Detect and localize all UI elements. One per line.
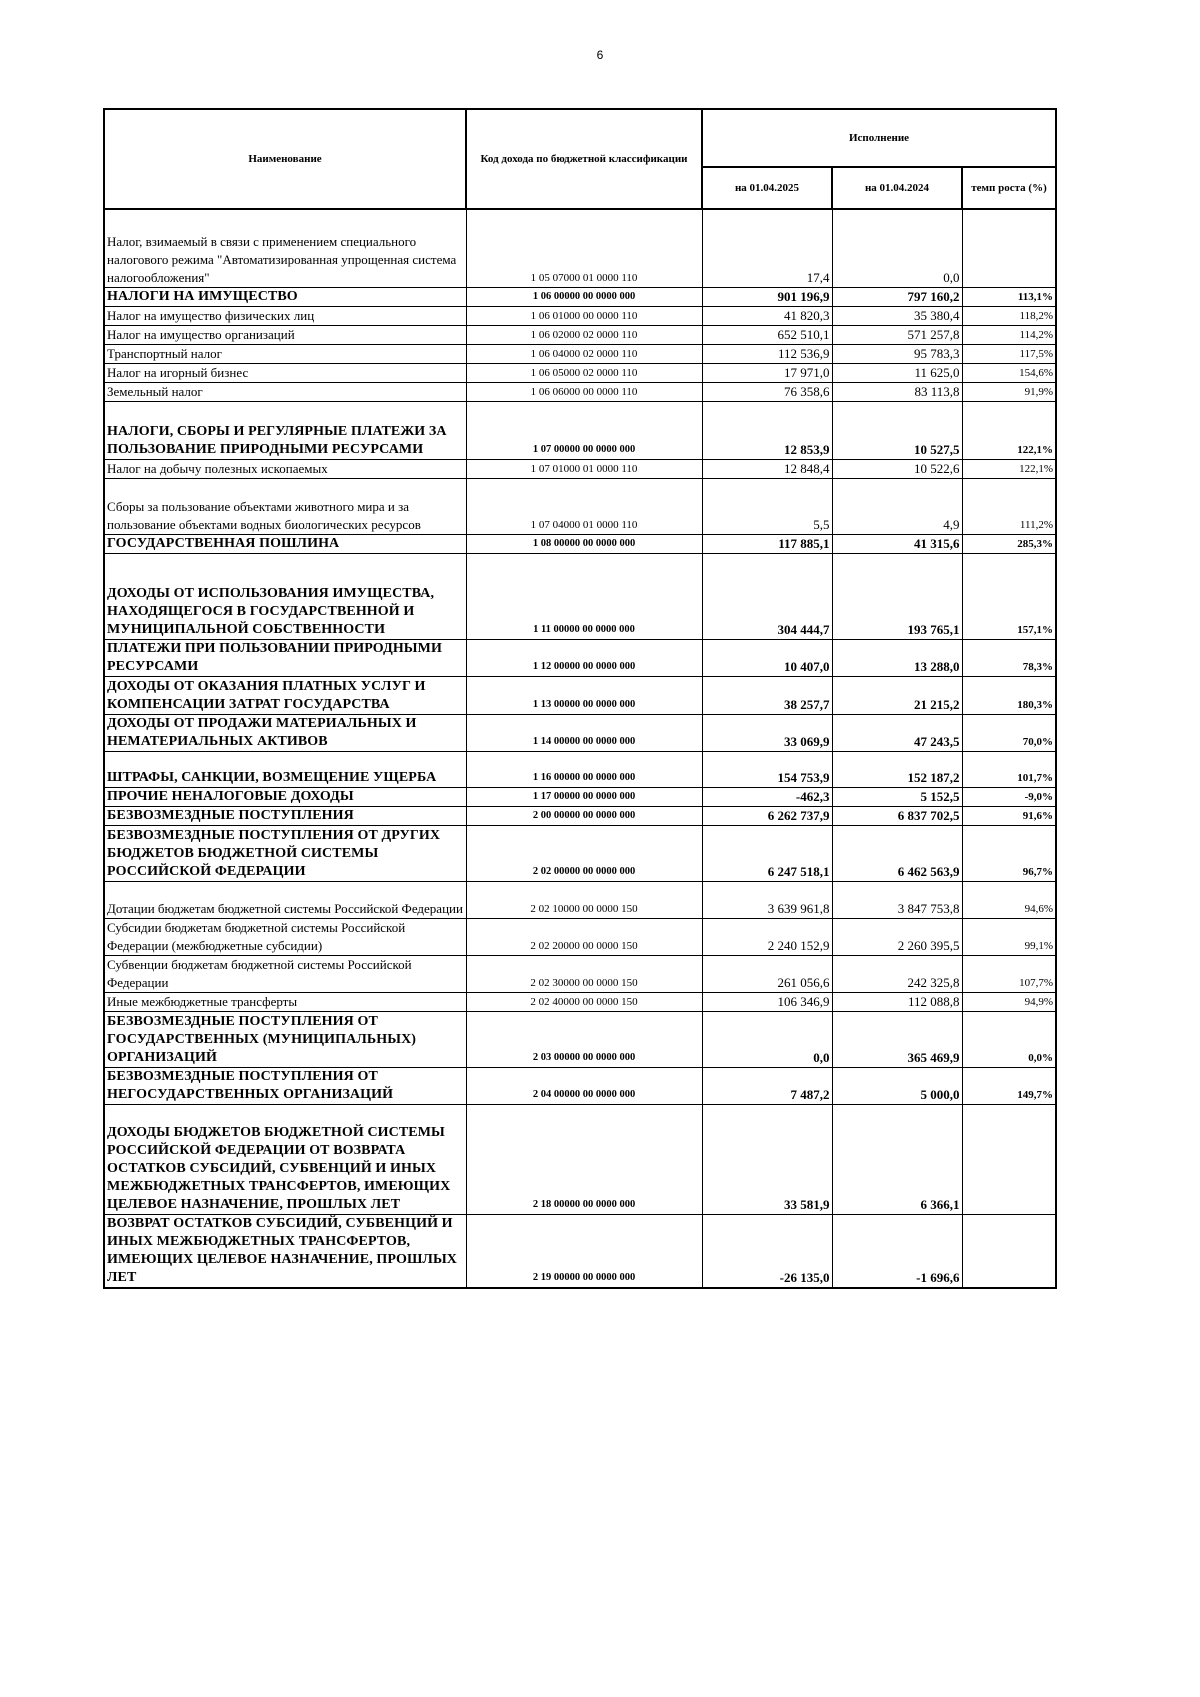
row-value-2025: 17,4 <box>702 209 832 287</box>
row-name: Дотации бюджетам бюджетной системы Российской Федерации <box>104 881 466 918</box>
row-value-2025: 261 056,6 <box>702 955 832 992</box>
table-row <box>104 881 1056 918</box>
table-body <box>104 209 1056 1288</box>
table-row <box>104 1067 1056 1104</box>
row-value-2024: 11 625,0 <box>832 363 962 382</box>
row-code: 1 11 00000 00 0000 000 <box>466 553 702 639</box>
row-code: 1 06 04000 02 0000 110 <box>466 344 702 363</box>
row-value-2025: 10 407,0 <box>702 639 832 676</box>
row-code: 1 06 00000 00 0000 000 <box>466 287 702 306</box>
row-growth-rate: 91,6% <box>962 806 1056 825</box>
row-code: 2 18 00000 00 0000 000 <box>466 1104 702 1214</box>
row-value-2025: 106 346,9 <box>702 992 832 1011</box>
row-value-2025: -462,3 <box>702 787 832 806</box>
row-value-2024: 6 462 563,9 <box>832 825 962 881</box>
row-name: Налог, взимаемый в связи с применением специального налогового режима "Автоматизированная упрощенная система налогообложения" <box>104 209 466 287</box>
row-code: 1 07 00000 00 0000 000 <box>466 401 702 459</box>
row-growth-rate: 122,1% <box>962 401 1056 459</box>
row-value-2024: 6 366,1 <box>832 1104 962 1214</box>
row-code: 2 02 00000 00 0000 000 <box>466 825 702 881</box>
row-name: НАЛОГИ НА ИМУЩЕСТВО <box>104 287 466 306</box>
row-growth-rate <box>962 1104 1056 1214</box>
row-name: ПЛАТЕЖИ ПРИ ПОЛЬЗОВАНИИ ПРИРОДНЫМИ РЕСУРСАМИ <box>104 639 466 676</box>
page-number: 6 <box>596 48 604 62</box>
row-growth-rate: 107,7% <box>962 955 1056 992</box>
row-code: 2 02 10000 00 0000 150 <box>466 881 702 918</box>
row-code: 1 13 00000 00 0000 000 <box>466 676 702 714</box>
row-code: 1 05 07000 01 0000 110 <box>466 209 702 287</box>
row-code: 2 03 00000 00 0000 000 <box>466 1011 702 1067</box>
row-value-2025: 2 240 152,9 <box>702 918 832 955</box>
table-row <box>104 787 1056 806</box>
header-col-2024: на 01.04.2024 <box>832 167 962 209</box>
table-row <box>104 478 1056 534</box>
row-growth-rate: 118,2% <box>962 306 1056 325</box>
row-name: Налог на имущество организаций <box>104 325 466 344</box>
table-row <box>104 344 1056 363</box>
row-code: 1 14 00000 00 0000 000 <box>466 714 702 751</box>
table-row <box>104 639 1056 676</box>
row-name: ВОЗВРАТ ОСТАТКОВ СУБСИДИЙ, СУБВЕНЦИЙ И ИНЫХ МЕЖБЮДЖЕТНЫХ ТРАНСФЕРТОВ, ИМЕЮЩИХ ЦЕЛЕВОЕ НАЗНАЧЕНИЕ, ПРОШЛЫХ ЛЕТ <box>104 1214 466 1288</box>
row-name: ШТРАФЫ, САНКЦИИ, ВОЗМЕЩЕНИЕ УЩЕРБА <box>104 751 466 787</box>
row-growth-rate <box>962 209 1056 287</box>
table-row <box>104 209 1056 287</box>
row-code: 2 00 00000 00 0000 000 <box>466 806 702 825</box>
row-value-2024: 41 315,6 <box>832 534 962 553</box>
row-value-2025: 76 358,6 <box>702 382 832 401</box>
table-row <box>104 1104 1056 1214</box>
row-growth-rate: 111,2% <box>962 478 1056 534</box>
row-value-2024: 571 257,8 <box>832 325 962 344</box>
row-value-2024: 2 260 395,5 <box>832 918 962 955</box>
row-value-2024: 47 243,5 <box>832 714 962 751</box>
row-name: ГОСУДАРСТВЕННАЯ ПОШЛИНА <box>104 534 466 553</box>
table-row <box>104 363 1056 382</box>
row-value-2025: 304 444,7 <box>702 553 832 639</box>
row-name: БЕЗВОЗМЕЗДНЫЕ ПОСТУПЛЕНИЯ <box>104 806 466 825</box>
row-growth-rate: 94,6% <box>962 881 1056 918</box>
row-growth-rate: 94,9% <box>962 992 1056 1011</box>
table-row <box>104 287 1056 306</box>
row-growth-rate: 114,2% <box>962 325 1056 344</box>
row-value-2024: 35 380,4 <box>832 306 962 325</box>
row-value-2025: 12 853,9 <box>702 401 832 459</box>
row-value-2025: 3 639 961,8 <box>702 881 832 918</box>
row-value-2025: 5,5 <box>702 478 832 534</box>
row-value-2025: 0,0 <box>702 1011 832 1067</box>
row-value-2025: 112 536,9 <box>702 344 832 363</box>
row-value-2025: 117 885,1 <box>702 534 832 553</box>
row-growth-rate: -9,0% <box>962 787 1056 806</box>
row-value-2024: 152 187,2 <box>832 751 962 787</box>
row-value-2024: 365 469,9 <box>832 1011 962 1067</box>
row-value-2024: 242 325,8 <box>832 955 962 992</box>
table-row <box>104 918 1056 955</box>
row-name: ДОХОДЫ ОТ ИСПОЛЬЗОВАНИЯ ИМУЩЕСТВА, НАХОДЯЩЕГОСЯ В ГОСУДАРСТВЕННОЙ И МУНИЦИПАЛЬНОЙ СОБСТВЕННОСТИ <box>104 553 466 639</box>
row-name: БЕЗВОЗМЕЗДНЫЕ ПОСТУПЛЕНИЯ ОТ ГОСУДАРСТВЕННЫХ (МУНИЦИПАЛЬНЫХ) ОРГАНИЗАЦИЙ <box>104 1011 466 1067</box>
table-row <box>104 325 1056 344</box>
row-code: 2 19 00000 00 0000 000 <box>466 1214 702 1288</box>
row-growth-rate <box>962 1214 1056 1288</box>
row-name: НАЛОГИ, СБОРЫ И РЕГУЛЯРНЫЕ ПЛАТЕЖИ ЗА ПОЛЬЗОВАНИЕ ПРИРОДНЫМИ РЕСУРСАМИ <box>104 401 466 459</box>
row-value-2024: 21 215,2 <box>832 676 962 714</box>
header-code: Код дохода по бюджетной классификации <box>466 109 702 209</box>
row-code: 2 04 00000 00 0000 000 <box>466 1067 702 1104</box>
row-value-2024: 10 527,5 <box>832 401 962 459</box>
row-value-2024: 5 000,0 <box>832 1067 962 1104</box>
row-code: 1 06 01000 00 0000 110 <box>466 306 702 325</box>
row-value-2024: 13 288,0 <box>832 639 962 676</box>
table-row <box>104 676 1056 714</box>
row-value-2025: 901 196,9 <box>702 287 832 306</box>
row-growth-rate: 70,0% <box>962 714 1056 751</box>
row-value-2025: 41 820,3 <box>702 306 832 325</box>
table-row <box>104 459 1056 478</box>
row-growth-rate: 117,5% <box>962 344 1056 363</box>
row-name: БЕЗВОЗМЕЗДНЫЕ ПОСТУПЛЕНИЯ ОТ ДРУГИХ БЮДЖЕТОВ БЮДЖЕТНОЙ СИСТЕМЫ РОССИЙСКОЙ ФЕДЕРАЦИИ <box>104 825 466 881</box>
row-value-2025: 154 753,9 <box>702 751 832 787</box>
row-value-2024: 10 522,6 <box>832 459 962 478</box>
row-name: ДОХОДЫ ОТ ПРОДАЖИ МАТЕРИАЛЬНЫХ И НЕМАТЕРИАЛЬНЫХ АКТИВОВ <box>104 714 466 751</box>
row-name: Сборы за пользование объектами животного мира и за пользование объектами водных биологических ресурсов <box>104 478 466 534</box>
row-value-2024: 5 152,5 <box>832 787 962 806</box>
table-row <box>104 1214 1056 1288</box>
row-name: Субсидии бюджетам бюджетной системы Российской Федерации (межбюджетные субсидии) <box>104 918 466 955</box>
row-value-2025: 6 247 518,1 <box>702 825 832 881</box>
table-row <box>104 553 1056 639</box>
row-value-2024: 95 783,3 <box>832 344 962 363</box>
row-code: 2 02 40000 00 0000 150 <box>466 992 702 1011</box>
row-value-2024: 4,9 <box>832 478 962 534</box>
row-value-2024: 112 088,8 <box>832 992 962 1011</box>
header-execution: Исполнение <box>702 109 1056 167</box>
row-name: Налог на имущество физических лиц <box>104 306 466 325</box>
row-value-2024: 6 837 702,5 <box>832 806 962 825</box>
row-code: 2 02 30000 00 0000 150 <box>466 955 702 992</box>
row-growth-rate: 0,0% <box>962 1011 1056 1067</box>
row-growth-rate: 99,1% <box>962 918 1056 955</box>
row-growth-rate: 157,1% <box>962 553 1056 639</box>
row-growth-rate: 96,7% <box>962 825 1056 881</box>
row-name: ПРОЧИЕ НЕНАЛОГОВЫЕ ДОХОДЫ <box>104 787 466 806</box>
row-growth-rate: 122,1% <box>962 459 1056 478</box>
row-name: ДОХОДЫ БЮДЖЕТОВ БЮДЖЕТНОЙ СИСТЕМЫ РОССИЙСКОЙ ФЕДЕРАЦИИ ОТ ВОЗВРАТА ОСТАТКОВ СУБСИДИЙ, СУБВЕНЦИЙ И ИНЫХ МЕЖБЮДЖЕТНЫХ ТРАНСФЕРТОВ, ИМЕЮЩИХ ЦЕЛЕВОЕ НАЗНАЧЕНИЕ, ПРОШЛЫХ ЛЕТ <box>104 1104 466 1214</box>
row-growth-rate: 149,7% <box>962 1067 1056 1104</box>
row-value-2024: 0,0 <box>832 209 962 287</box>
row-name: ДОХОДЫ ОТ ОКАЗАНИЯ ПЛАТНЫХ УСЛУГ И КОМПЕНСАЦИИ ЗАТРАТ ГОСУДАРСТВА <box>104 676 466 714</box>
row-value-2025: 33 581,9 <box>702 1104 832 1214</box>
table-row <box>104 992 1056 1011</box>
row-value-2025: 652 510,1 <box>702 325 832 344</box>
row-code: 1 12 00000 00 0000 000 <box>466 639 702 676</box>
table-row <box>104 534 1056 553</box>
row-code: 1 07 04000 01 0000 110 <box>466 478 702 534</box>
row-code: 1 16 00000 00 0000 000 <box>466 751 702 787</box>
row-value-2024: 797 160,2 <box>832 287 962 306</box>
header-col-2025: на 01.04.2025 <box>702 167 832 209</box>
row-code: 1 06 05000 02 0000 110 <box>466 363 702 382</box>
table-row <box>104 401 1056 459</box>
row-value-2024: 193 765,1 <box>832 553 962 639</box>
row-code: 2 02 20000 00 0000 150 <box>466 918 702 955</box>
row-name: Земельный налог <box>104 382 466 401</box>
table-row <box>104 806 1056 825</box>
row-value-2024: -1 696,6 <box>832 1214 962 1288</box>
row-growth-rate: 154,6% <box>962 363 1056 382</box>
header-name: Наименование <box>104 109 466 209</box>
row-code: 1 06 06000 00 0000 110 <box>466 382 702 401</box>
row-name: Субвенции бюджетам бюджетной системы Российской Федерации <box>104 955 466 992</box>
row-name: Налог на добычу полезных ископаемых <box>104 459 466 478</box>
row-value-2025: 33 069,9 <box>702 714 832 751</box>
table-row <box>104 382 1056 401</box>
revenue-table <box>103 108 1057 1289</box>
row-growth-rate: 285,3% <box>962 534 1056 553</box>
row-code: 1 08 00000 00 0000 000 <box>466 534 702 553</box>
row-value-2025: 17 971,0 <box>702 363 832 382</box>
row-growth-rate: 180,3% <box>962 676 1056 714</box>
header-col-rate: темп роста (%) <box>962 167 1056 209</box>
row-growth-rate: 101,7% <box>962 751 1056 787</box>
row-value-2025: 6 262 737,9 <box>702 806 832 825</box>
row-value-2025: 12 848,4 <box>702 459 832 478</box>
row-name: Иные межбюджетные трансферты <box>104 992 466 1011</box>
row-growth-rate: 78,3% <box>962 639 1056 676</box>
table-row <box>104 714 1056 751</box>
table-row <box>104 1011 1056 1067</box>
row-code: 1 07 01000 01 0000 110 <box>466 459 702 478</box>
table-row <box>104 306 1056 325</box>
row-growth-rate: 91,9% <box>962 382 1056 401</box>
row-name: Налог на игорный бизнес <box>104 363 466 382</box>
row-code: 1 06 02000 02 0000 110 <box>466 325 702 344</box>
row-value-2024: 3 847 753,8 <box>832 881 962 918</box>
row-value-2025: 7 487,2 <box>702 1067 832 1104</box>
row-value-2025: 38 257,7 <box>702 676 832 714</box>
row-value-2025: -26 135,0 <box>702 1214 832 1288</box>
row-name: БЕЗВОЗМЕЗДНЫЕ ПОСТУПЛЕНИЯ ОТ НЕГОСУДАРСТВЕННЫХ ОРГАНИЗАЦИЙ <box>104 1067 466 1104</box>
table-row <box>104 825 1056 881</box>
row-name: Транспортный налог <box>104 344 466 363</box>
table-row <box>104 751 1056 787</box>
table-row <box>104 955 1056 992</box>
row-value-2024: 83 113,8 <box>832 382 962 401</box>
row-growth-rate: 113,1% <box>962 287 1056 306</box>
row-code: 1 17 00000 00 0000 000 <box>466 787 702 806</box>
